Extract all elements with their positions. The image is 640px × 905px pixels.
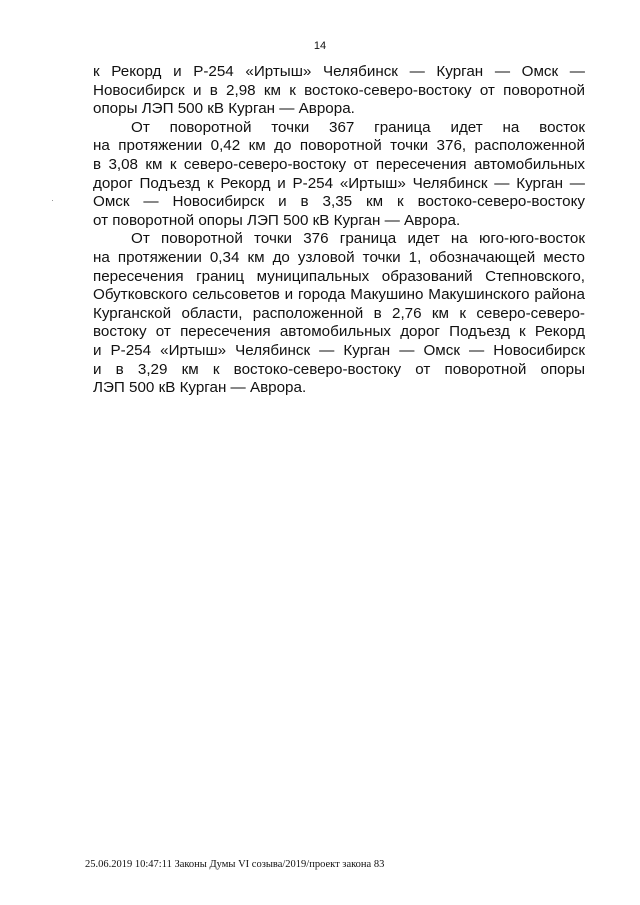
footer-stamp: 25.06.2019 10:47:11 Законы Думы VI созыва/2019/проект закона 83: [85, 859, 385, 870]
paragraph-1: [93, 63, 585, 119]
page-number: 14: [313, 40, 327, 52]
text-line: востоку от пересечения автомобильных дорог Подъезд к Рекорд: [93, 323, 585, 341]
text-line: ЛЭП 500 кВ Курган — Аврора.: [93, 379, 307, 397]
text-line: Обутковского сельсоветов и города Макушино Макушинского района: [93, 286, 585, 304]
text-line: в 3,08 км к северо-северо-востоку от пересечения автомобильных: [93, 155, 585, 173]
text-line: Новосибирск и в 2,98 км к востоко-северо-востоку от поворотной: [93, 81, 585, 99]
text-line: пересечения границ муниципальных образований Степновского,: [93, 267, 585, 285]
paragraph-3: [93, 230, 585, 397]
text-line: От поворотной точки 367 граница идет на восток: [131, 118, 585, 136]
paragraph-2: [93, 119, 585, 231]
text-line: на протяжении 0,42 км до поворотной точки 376, расположенной: [93, 137, 585, 155]
text-line: и в 3,29 км к востоко-северо-востоку от поворотной опоры: [93, 360, 585, 378]
document-body: [93, 63, 585, 398]
text-line: и Р-254 «Иртыш» Челябинск — Курган — Омск — Новосибирск: [93, 341, 585, 359]
text-line: Омск — Новосибирск и в 3,35 км к востоко-северо-востоку: [93, 193, 585, 211]
text-line: опоры ЛЭП 500 кВ Курган — Аврора.: [93, 100, 355, 118]
text-line: на протяжении 0,34 км до узловой точки 1, обозначающей место: [93, 248, 585, 266]
text-line: к Рекорд и Р-254 «Иртыш» Челябинск — Курган — Омск —: [93, 63, 585, 80]
scan-speck: [52, 200, 53, 201]
text-line: от поворотной опоры ЛЭП 500 кВ Курган — Аврора.: [93, 211, 461, 229]
text-line: Курганской области, расположенной в 2,76 км к северо-северо-: [93, 304, 585, 322]
text-line: От поворотной точки 376 граница идет на юго-юго-восток: [131, 230, 585, 248]
text-line: дорог Подъезд к Рекорд и Р-254 «Иртыш» Челябинск — Курган —: [93, 174, 585, 192]
